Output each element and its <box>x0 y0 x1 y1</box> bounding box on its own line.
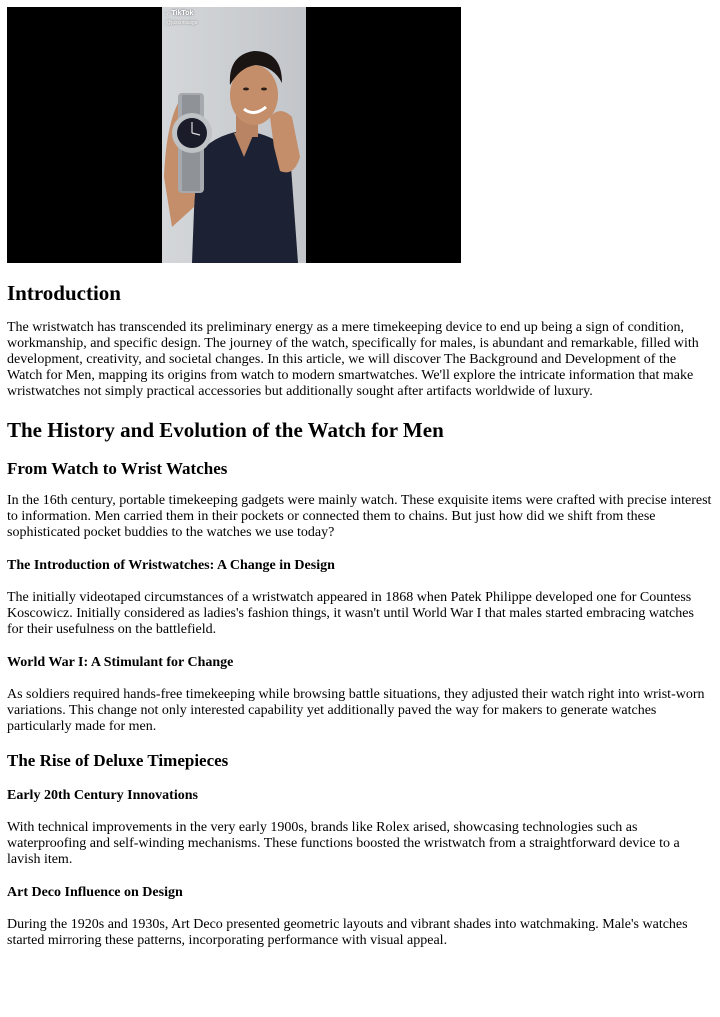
introduction-wristwatches-paragraph: The initially videotaped circumstances of a wristwatch appeared in 1868 when Patek Philippe developed one for Countess Koscowicz. Initially considered as ladies's fashion things, it wasn't until World War I that males started embracing watches for their usefulness on the battlefield. <box>7 590 694 637</box>
art-deco-heading: Art Deco Influence on Design <box>7 885 183 900</box>
article-content <box>7 7 713 949</box>
early-20th-paragraph: With technical improvements in the very early 1900s, brands like Rolex arised, showcasing technologies such as waterproofing and self-winding mechanisms. These functions boosted the wristwatch from a straightforward device to a lavish item. <box>7 820 680 867</box>
ww1-paragraph: As soldiers required hands-free timekeeping while browsing battle situations, they adjusted their watch right into wrist-worn variations. This change not only interested capability yet additionally paved the way for makers to generate watches particularly made for men. <box>7 687 705 734</box>
art-deco-paragraph: During the 1920s and 1930s, Art Deco presented geometric layouts and vibrant shades into watchmaking. Male's watches started mirroring these patterns, incorporating performance with visual appeal. <box>7 917 688 948</box>
intro-heading: Introduction <box>7 281 121 305</box>
introduction-wristwatches-heading: The Introduction of Wristwatches: A Change in Design <box>7 558 335 573</box>
intro-paragraph: The wristwatch has transcended its preliminary energy as a mere timekeeping device to end up being a sign of condition, workmanship, and specific design. The journey of the watch, specifically for males, is abundant and remarkable, filled with development, creativity, and societal changes. In this article, we will discover The Background and Development of the Watch for Men, mapping its origins from watch to modern smartwatches. We'll explore the intricate information that make wristwatches not simply practical accessories but additionally sought after artifacts worldwide of luxury. <box>7 320 699 399</box>
history-heading: The History and Evolution of the Watch for Men <box>7 418 444 442</box>
video-thumbnail-image <box>162 7 306 263</box>
early-20th-heading: Early 20th Century Innovations <box>7 788 198 803</box>
video-frame[interactable] <box>162 7 306 263</box>
rise-deluxe-heading: The Rise of Deluxe Timepieces <box>7 751 229 770</box>
from-watch-paragraph: In the 16th century, portable timekeeping gadgets were mainly watch. These exquisite items were crafted with precise interest to information. Men carried them in their pockets or connected them to chains. But just how did we shift from these sophisticated pocket buddies to the watches we use today? <box>7 493 712 540</box>
ww1-heading: World War I: A Stimulant for Change <box>7 655 234 670</box>
tiktok-handle: @jaxsonsaige <box>166 20 198 26</box>
tiktok-logo: ♪ TikTok <box>166 10 194 17</box>
video-embed[interactable] <box>7 7 461 263</box>
from-watch-heading: From Watch to Wrist Watches <box>7 459 228 478</box>
